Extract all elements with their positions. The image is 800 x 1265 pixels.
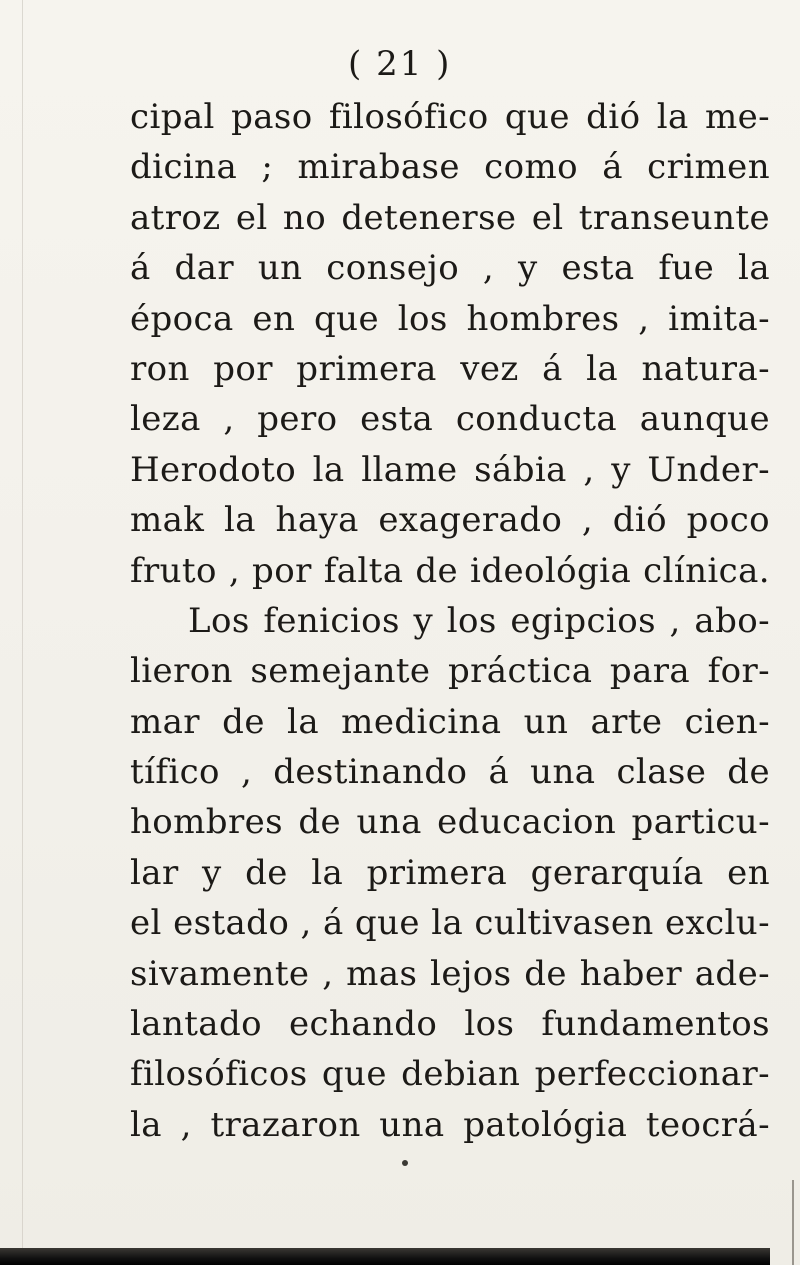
text-line: Los fenicios y los egipcios , abo- <box>188 600 770 641</box>
text-line: la , trazaron una patológia teocrá- <box>130 1104 770 1145</box>
text-line: á dar un consejo , y esta fue la <box>130 248 770 289</box>
text-line: lar y de la primera gerarquía en <box>130 852 770 893</box>
text-line: sivamente , mas lejos de haber ade- <box>130 953 770 994</box>
text-line: lantado echando los fundamentos <box>130 1004 770 1045</box>
scan-shadow <box>0 1248 770 1265</box>
text-line: dicina ; mirabase como á crimen <box>130 147 770 188</box>
text-line: leza , pero esta conducta aunque <box>130 399 770 440</box>
text-line: hombres de una educacion particu- <box>130 802 770 843</box>
text-line: tífico , destinando á una clase de <box>130 752 770 793</box>
text-line: ron por primera vez á la natura- <box>130 348 770 389</box>
page-left-edge <box>22 0 23 1265</box>
page-number: ( 21 ) <box>348 44 452 84</box>
text-line: Herodoto la llame sábia , y Under- <box>130 449 770 490</box>
text-line: mar de la medicina un arte cien- <box>130 701 770 742</box>
body-text <box>130 92 770 1150</box>
text-line: fruto , por falta de ideológia clínica. <box>130 550 770 591</box>
text-line: cipal paso filosófico que dió la me- <box>130 97 770 137</box>
text-line: época en que los hombres , imita- <box>130 298 770 339</box>
text-line: lieron semejante práctica para for- <box>130 651 770 692</box>
text-line: atroz el no detenerse el transeunte <box>130 197 770 238</box>
ink-speck <box>402 1160 408 1166</box>
text-line: el estado , á que la cultivasen exclu- <box>130 903 770 944</box>
page-right-edge <box>792 1180 794 1265</box>
text-line: filosóficos que debian perfeccionar- <box>130 1054 770 1095</box>
text-line: mak la haya exagerado , dió poco <box>130 500 770 541</box>
